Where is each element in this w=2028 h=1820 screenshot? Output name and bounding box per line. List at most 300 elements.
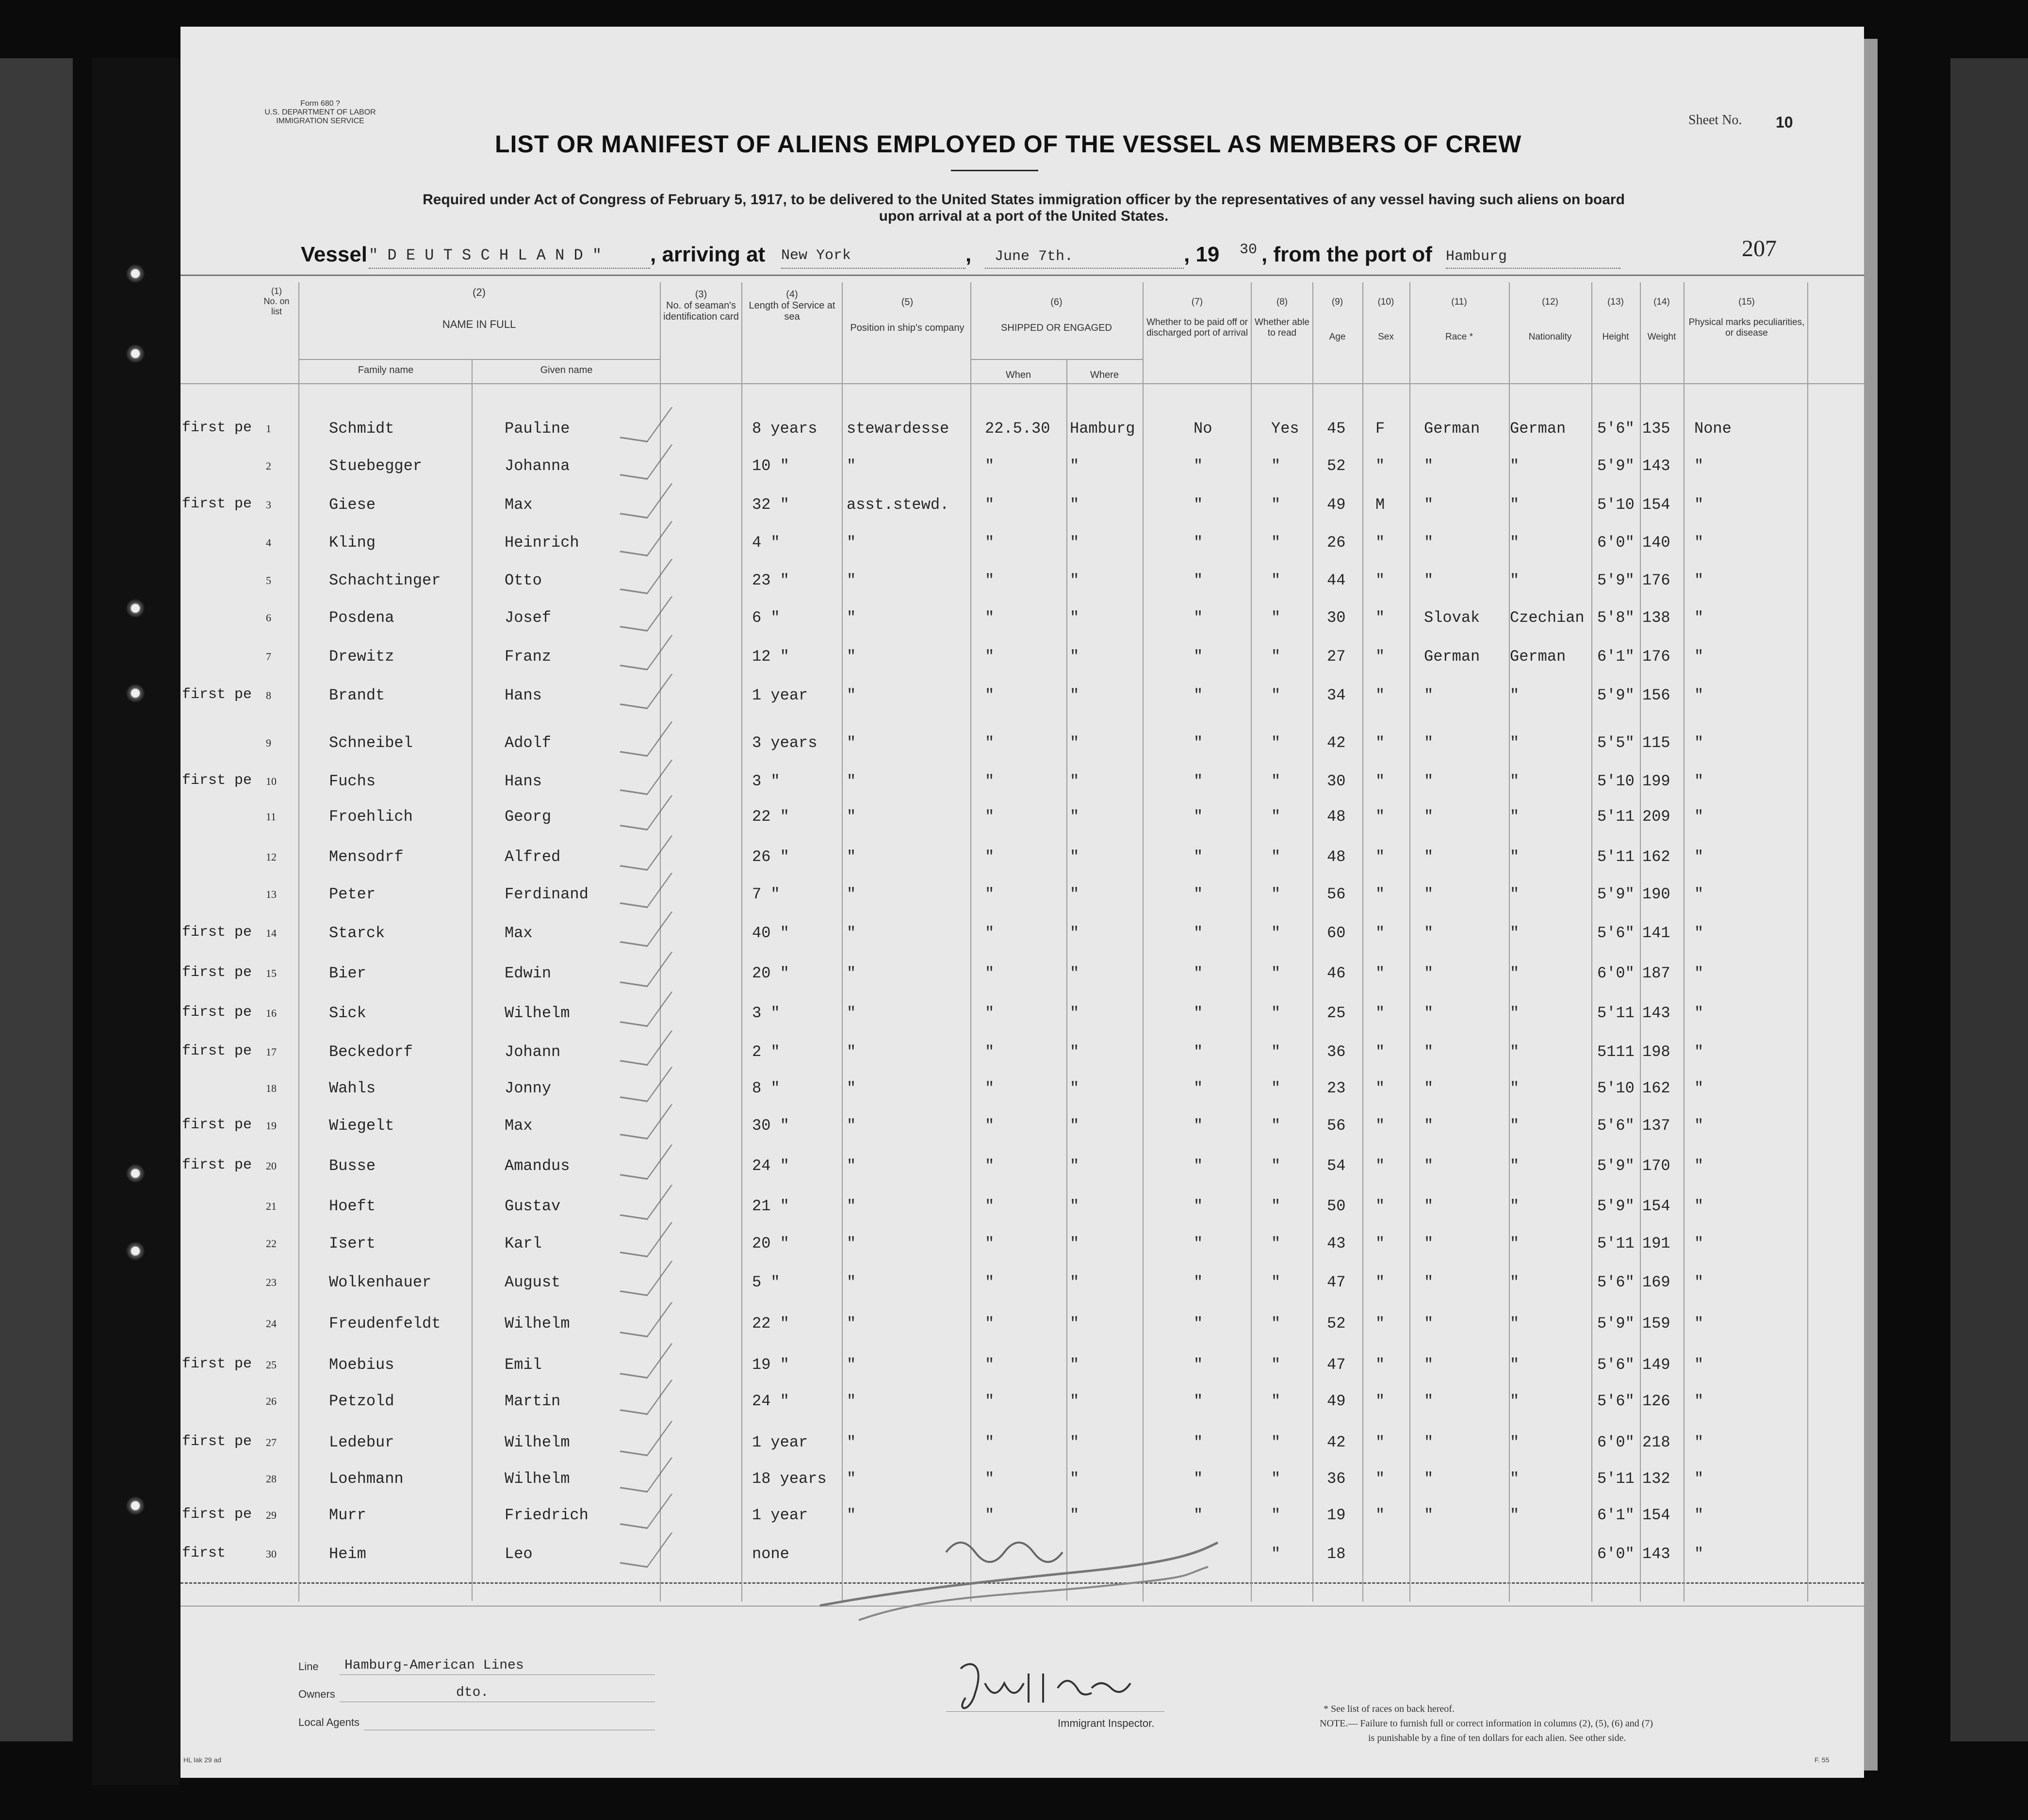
shipped-when: 22.5.30 [985,420,1050,438]
shipped-where: " [1070,848,1079,866]
name-split-rule [298,359,660,360]
row-note: first pe [182,1506,252,1523]
able-to-read: " [1271,1433,1281,1451]
vessel-label: Vessel [301,243,368,266]
physical-marks: " [1694,1392,1704,1410]
sex: " [1375,1079,1385,1097]
family-name: Froehlich [329,808,413,826]
position: " [847,1004,856,1022]
weight: 191 [1642,1235,1670,1252]
sex: " [1375,1235,1385,1252]
shipped-where: Hamburg [1070,420,1135,438]
nationality: " [1510,1043,1520,1061]
weight: 149 [1642,1356,1670,1374]
row-note: first pe [182,1117,252,1133]
length-of-service: 18 years [752,1470,827,1488]
binder-hole [126,344,145,363]
line-label: Line [298,1660,319,1673]
physical-marks: " [1694,1004,1704,1022]
table-row [180,924,1864,962]
paid-off: " [1194,1433,1203,1451]
length-of-service: 1 year [752,686,808,704]
binder-hole [126,599,145,618]
print-code: HL lak 29 ad [183,1756,222,1764]
weight: 199 [1642,772,1670,790]
position: " [847,686,856,704]
nationality: " [1510,885,1520,903]
physical-marks: " [1694,924,1704,942]
height: 5'9" [1597,1157,1635,1175]
binder-hole [126,1164,145,1183]
row-number: 1 [266,422,271,435]
sheet-label: Sheet No. [1688,113,1742,128]
nationality: Czechian [1510,609,1585,627]
length-of-service: 24 " [752,1157,789,1175]
able-to-read: " [1271,1506,1281,1524]
row-number: 30 [266,1548,277,1560]
physical-marks: " [1694,848,1704,866]
given-name: Emil [505,1356,542,1374]
height: 5'11 [1597,848,1635,866]
sex: " [1375,848,1385,866]
age: 25 [1327,1004,1346,1022]
family-name: Kling [329,534,376,552]
weight: 162 [1642,848,1670,866]
height: 6'0" [1597,534,1635,552]
length-of-service: 20 " [752,964,789,982]
family-name: Posdena [329,609,394,627]
physical-marks: " [1694,1235,1704,1252]
shipped-where: " [1070,648,1079,666]
given-name: Jonny [505,1079,552,1097]
length-of-service: 12 " [752,648,789,666]
paid-off: " [1194,609,1203,627]
weight: 135 [1642,420,1670,438]
paid-off: " [1194,772,1203,790]
nationality: " [1510,571,1520,589]
row-number: 16 [266,1007,277,1019]
able-to-read: " [1271,1235,1281,1252]
age: 18 [1327,1545,1346,1563]
col-header-12: (12) Nationality [1528,297,1572,342]
age: 56 [1327,885,1346,903]
length-of-service: 4 " [752,534,780,552]
age: 52 [1327,1315,1346,1332]
able-to-read: " [1271,1470,1281,1488]
race: " [1424,1197,1434,1215]
form-number: Form 680 ? [300,99,340,108]
age: 43 [1327,1235,1346,1252]
position: " [847,1117,856,1135]
race: " [1424,1157,1434,1175]
race: German [1424,648,1480,666]
age: 46 [1327,964,1346,982]
sex: M [1375,496,1385,514]
weight: 137 [1642,1117,1670,1135]
position: " [847,1392,856,1410]
given-name: Max [505,496,533,514]
position: " [847,924,856,942]
length-of-service: 22 " [752,808,789,826]
family-name: Busse [329,1157,376,1175]
height: 5'9" [1597,571,1635,589]
shipped-when: " [985,1315,995,1332]
row-number: 29 [266,1509,277,1521]
given-name: Karl [505,1235,542,1252]
table-row [180,420,1864,457]
length-of-service: 3 " [752,1004,780,1022]
col-header-5: (5) Position in ship's company [850,297,965,333]
paid-off: " [1194,808,1203,826]
nationality: " [1510,964,1520,982]
binder-hole [126,264,145,283]
table-row [180,1079,1864,1117]
family-name: Drewitz [329,648,394,666]
page-number: 207 [1742,236,1777,261]
sex: " [1375,609,1385,627]
shipped-where: " [1070,1117,1079,1135]
table-row [180,808,1864,845]
sex: " [1375,1356,1385,1374]
sex: " [1375,1470,1385,1488]
weight: 154 [1642,496,1670,514]
sex: " [1375,1117,1385,1135]
shipped-when: " [985,457,995,475]
sex: " [1375,1043,1385,1061]
race: German [1424,420,1480,438]
nationality: " [1510,1079,1520,1097]
race: " [1424,1273,1434,1291]
arriving-rule [781,268,965,269]
paid-off: " [1194,1470,1203,1488]
sex: " [1375,1273,1385,1291]
row-note: first pe [182,1004,252,1021]
shipped-when: " [985,1506,995,1524]
paid-off: " [1194,1197,1203,1215]
vessel-name: " D E U T S C H L A N D " [369,246,602,264]
shipped-where: " [1070,496,1079,514]
shipped-when: " [985,1356,995,1374]
table-row [180,1043,1864,1081]
vessel-rule [369,268,650,269]
physical-marks: " [1694,1545,1704,1563]
row-note: first pe [182,496,252,512]
from-port-label: , from the port of [1261,243,1432,266]
nationality: " [1510,1315,1520,1332]
row-number: 4 [266,536,271,549]
height: 5'6" [1597,1356,1635,1374]
shipped-where: " [1070,609,1079,627]
age: 49 [1327,1392,1346,1410]
sex: " [1375,457,1385,475]
family-name: Schmidt [329,420,394,438]
age: 19 [1327,1506,1346,1524]
note-penalty-1: NOTE.— Failure to furnish full or correct information in columns (2), (5), (6) and (7) [1320,1718,1653,1729]
physical-marks: " [1694,1117,1704,1135]
nationality: " [1510,1004,1520,1022]
position: " [847,571,856,589]
shipped-where: " [1070,686,1079,704]
physical-marks: " [1694,734,1704,752]
age: 48 [1327,808,1346,826]
family-name: Giese [329,496,376,514]
shipped-where: " [1070,571,1079,589]
sex: " [1375,648,1385,666]
paid-off: " [1194,848,1203,866]
length-of-service: 40 " [752,924,789,942]
position: " [847,534,856,552]
sex: " [1375,1157,1385,1175]
nationality: German [1510,648,1566,666]
given-name: Hans [505,686,542,704]
table-row [180,1157,1864,1195]
family-name: Peter [329,885,376,903]
row-number: 7 [266,650,271,663]
shipped-when: " [985,848,995,866]
position: " [847,1356,856,1374]
port-rule [1446,268,1620,269]
given-name: Edwin [505,964,552,982]
race: " [1424,1433,1434,1451]
shipped-where: " [1070,772,1079,790]
able-to-read: " [1271,1117,1281,1135]
length-of-service: 2 " [752,1043,780,1061]
age: 23 [1327,1079,1346,1097]
position: stewardesse [847,420,949,438]
nationality: " [1510,1470,1520,1488]
col-header-9: (9) Age [1329,297,1346,342]
shipped-when: " [985,924,995,942]
physical-marks: " [1694,1506,1704,1524]
able-to-read: " [1271,1079,1281,1097]
able-to-read: " [1271,648,1281,666]
age: 48 [1327,848,1346,866]
physical-marks: " [1694,1043,1704,1061]
paid-off: " [1194,1273,1203,1291]
able-to-read: " [1271,734,1281,752]
physical-marks: " [1694,772,1704,790]
table-row [180,964,1864,1002]
position: " [847,885,856,903]
nationality: " [1510,1356,1520,1374]
nationality: " [1510,1433,1520,1451]
shipped-where: " [1070,1470,1079,1488]
age: 47 [1327,1273,1346,1291]
height: 5'11 [1597,1470,1635,1488]
able-to-read: " [1271,848,1281,866]
shipped-when: " [985,1273,995,1291]
length-of-service: 21 " [752,1197,789,1215]
row-number: 13 [266,888,277,900]
family-name: Schneibel [329,734,413,752]
nationality: " [1510,772,1520,790]
shipped-where: " [1070,1392,1079,1410]
nationality: " [1510,496,1520,514]
able-to-read: " [1271,1273,1281,1291]
position: " [847,1043,856,1061]
table-row [180,609,1864,647]
physical-marks: " [1694,686,1704,704]
family-name: Stuebegger [329,457,423,475]
form-header [262,99,378,126]
col-header-8: (8) Whether able to read [1254,297,1309,338]
age: 50 [1327,1197,1346,1215]
race: " [1424,964,1434,982]
height: 6'1" [1597,1506,1635,1524]
nationality: " [1510,1506,1520,1524]
binder-strip [92,58,180,1785]
col-header-4: (4) Length of Service at sea [749,289,835,322]
col-header-given: Given name [540,365,593,375]
shipped-when: " [985,686,995,704]
given-name: Max [505,1117,533,1135]
agency-line2: IMMIGRATION SERVICE [276,117,364,125]
length-of-service: 10 " [752,457,789,475]
shipped-where: " [1070,964,1079,982]
row-note: first pe [182,1356,252,1372]
physical-marks: " [1694,457,1704,475]
age: 30 [1327,772,1346,790]
nationality: " [1510,1235,1520,1252]
given-name: Ferdinand [505,885,589,903]
shipped-when: " [985,1079,995,1097]
sex: " [1375,808,1385,826]
shipped-where: " [1070,1506,1079,1524]
title-rule [951,170,1038,171]
table-row [180,1433,1864,1471]
physical-marks: " [1694,571,1704,589]
shipped-when: " [985,609,995,627]
shipped-when: " [985,1392,995,1410]
position: " [847,457,856,475]
able-to-read: " [1271,1545,1281,1563]
race: " [1424,848,1434,866]
shipped-when: " [985,734,995,752]
given-name: August [505,1273,561,1291]
weight: 176 [1642,648,1670,666]
family-name: Wahls [329,1079,376,1097]
owners-label: Owners [298,1688,335,1700]
note-races: * See list of races on back hereof. [1324,1704,1455,1714]
race: " [1424,1506,1434,1524]
paid-off: " [1194,1315,1203,1332]
shipped-where: " [1070,457,1079,475]
race: " [1424,457,1434,475]
row-number: 12 [266,851,277,863]
year-suffix: 30 [1240,242,1258,258]
weight: 154 [1642,1506,1670,1524]
year-prefix: , 19 [1184,243,1220,266]
length-of-service: none [752,1545,789,1563]
row-number: 10 [266,775,277,787]
shipped-when: " [985,1433,995,1451]
paid-off: " [1194,571,1203,589]
position: " [847,734,856,752]
age: 36 [1327,1043,1346,1061]
given-name: Josef [505,609,552,627]
binder-hole [126,1496,145,1515]
race: " [1424,1356,1434,1374]
shipped-when: " [985,1117,995,1135]
age: 44 [1327,571,1346,589]
weight: 140 [1642,534,1670,552]
able-to-read: " [1271,1356,1281,1374]
age: 52 [1327,457,1346,475]
family-name: Wiegelt [329,1117,394,1135]
age: 36 [1327,1470,1346,1488]
race: " [1424,1043,1434,1061]
nationality: German [1510,420,1566,438]
col-header-6: (6) SHIPPED OR ENGAGED [1001,297,1112,333]
col-header-1: (1) No. on list [263,286,290,316]
shipped-where: " [1070,734,1079,752]
age: 34 [1327,686,1346,704]
family-name: Schachtinger [329,571,441,589]
length-of-service: 7 " [752,885,780,903]
able-to-read: Yes [1271,420,1299,438]
col-header-when: When [1005,370,1031,380]
able-to-read: " [1271,1043,1281,1061]
inspector-signature [951,1654,1145,1727]
row-number: 26 [266,1395,277,1407]
age: 42 [1327,734,1346,752]
table-row [180,772,1864,810]
given-name: Franz [505,648,552,666]
local-agents-label: Local Agents [298,1716,360,1728]
col-header-7: (7) Whether to be paid off or discharged port of arrival [1146,297,1248,338]
able-to-read: " [1271,609,1281,627]
shipped-where: " [1070,1197,1079,1215]
nationality: " [1510,848,1520,866]
physical-marks: " [1694,1197,1704,1215]
weight: 143 [1642,1545,1670,1563]
physical-marks: " [1694,534,1704,552]
weight: 198 [1642,1043,1670,1061]
row-note: first pe [182,686,252,703]
paid-off: " [1194,1356,1203,1374]
family-name: Moebius [329,1356,394,1374]
table-row [180,1117,1864,1154]
row-number: 18 [266,1082,277,1094]
height: 5'6" [1597,924,1635,942]
shipped-where: " [1070,1004,1079,1022]
race: " [1424,1004,1434,1022]
length-of-service: 1 year [752,1433,808,1451]
sex: " [1375,772,1385,790]
position: " [847,1079,856,1097]
shipped-when: " [985,772,995,790]
line-value: Hamburg-American Lines [344,1658,524,1673]
race: " [1424,686,1434,704]
physical-marks: " [1694,1315,1704,1332]
family-name: Beckedorf [329,1043,413,1061]
row-number: 8 [266,689,271,701]
sex: " [1375,1004,1385,1022]
row-note: first pe [182,1043,252,1059]
row-number: 27 [266,1436,277,1448]
weight: 115 [1642,734,1670,752]
sex: " [1375,1506,1385,1524]
length-of-service: 32 " [752,496,789,514]
able-to-read: " [1271,686,1281,704]
position: " [847,1273,856,1291]
length-of-service: 22 " [752,1315,789,1332]
family-name: Isert [329,1235,376,1252]
able-to-read: " [1271,1197,1281,1215]
paid-off: No [1194,420,1212,438]
weight: 143 [1642,1004,1670,1022]
shipped-where: " [1070,1235,1079,1252]
